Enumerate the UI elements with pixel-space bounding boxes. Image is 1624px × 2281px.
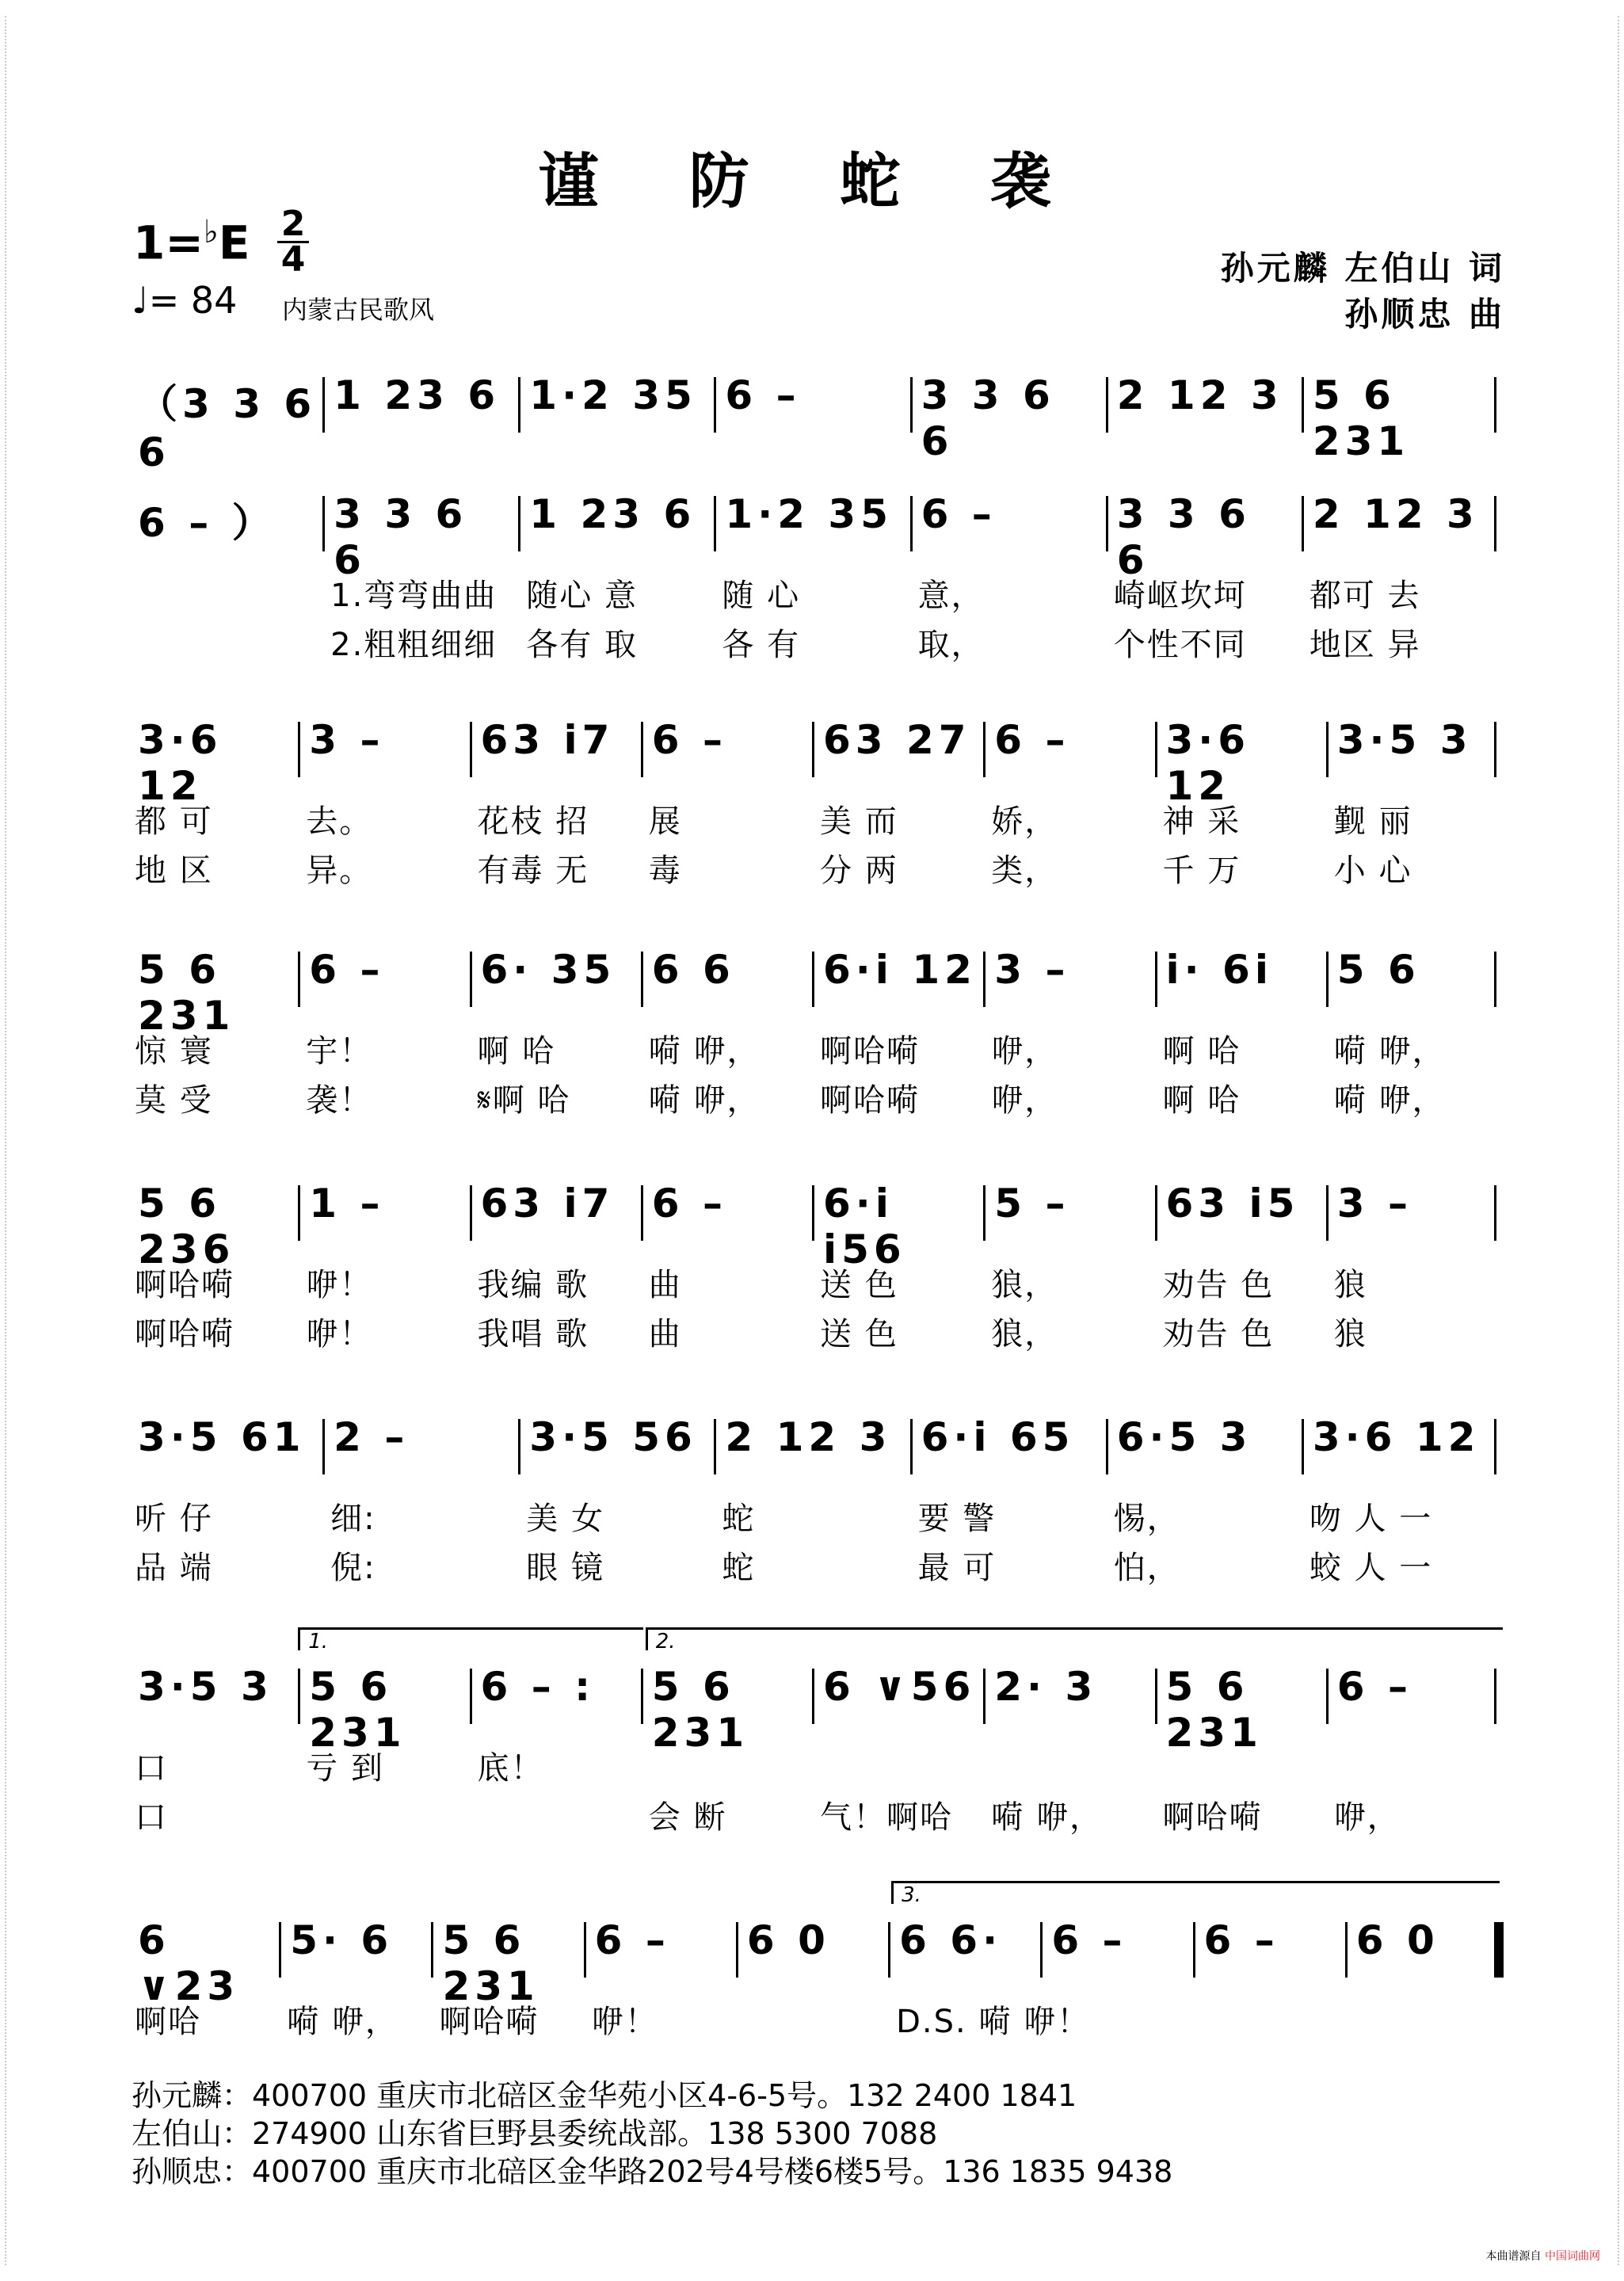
barline: [1326, 952, 1329, 1007]
lyric-text: 我编 歌: [477, 1267, 589, 1303]
barline: [279, 1922, 281, 1978]
measure-notes: 63 i5: [1165, 1181, 1300, 1226]
barline: [1494, 496, 1496, 551]
lyric-text: 会 断: [648, 1799, 727, 1836]
measure-notes: 5 –: [994, 1181, 1070, 1226]
lyric-text: 觐 丽: [1333, 803, 1412, 840]
barline: [736, 1922, 738, 1978]
barline: [518, 1419, 520, 1474]
lyric-text: 惊 寰: [135, 1033, 213, 1070]
lyric-text: 咿，: [991, 1033, 1058, 1070]
tempo-marking: ♩= 84: [132, 279, 238, 322]
measure-notes: 6 –: [594, 1917, 670, 1963]
key-signature: 1=♭E: [133, 214, 250, 270]
measure-notes: 6 – :: [480, 1664, 596, 1710]
lyric-text: 啊哈嗬: [820, 1033, 920, 1070]
lyric-text: 听 仔: [135, 1501, 213, 1537]
measure-notes: 5· 6: [290, 1917, 394, 1963]
measure-notes: 5 6 236: [138, 1181, 235, 1272]
measure-notes: 6 0: [1355, 1917, 1439, 1963]
barline: [518, 377, 520, 433]
score-system: [127, 1181, 1502, 1352]
lyric-text: 最 可: [917, 1550, 997, 1586]
measure-notes: 5 6 231: [1312, 372, 1410, 464]
measure-notes: 6·5 3: [1116, 1414, 1252, 1460]
lyric-text: 怕，: [1113, 1550, 1180, 1586]
lyric-text: 狼，: [991, 1267, 1058, 1303]
measure-notes: 3 –: [994, 947, 1070, 993]
lyric-text: 狼: [1333, 1316, 1367, 1352]
lyric-text: 倪:: [330, 1550, 376, 1586]
measure-notes: 2 12 3: [725, 1414, 892, 1460]
measure-notes: 3·6 12: [1312, 1414, 1481, 1460]
measure-notes: 6·i i56: [823, 1181, 906, 1272]
barline: [910, 1419, 913, 1474]
barline: [1155, 1669, 1157, 1724]
lyric-text: 蛇: [722, 1501, 756, 1537]
lyric-text: 意，: [917, 578, 985, 614]
measure-notes: 3 –: [1336, 1181, 1412, 1226]
lyric-text: 曲: [648, 1267, 682, 1303]
lyric-text: 有毒 无: [477, 853, 589, 889]
measure-notes: 6 –: [994, 717, 1070, 763]
measure-notes: 2 12 3: [1116, 372, 1283, 418]
lyric-text: 眼 镜: [526, 1550, 604, 1586]
lyric-text: 莫 受: [135, 1082, 213, 1119]
barline: [714, 377, 716, 433]
lyric-text: 随 心: [722, 578, 801, 614]
lyric-text: 狼，: [991, 1316, 1058, 1352]
lyric-text: 取，: [917, 627, 985, 663]
volta-2: 2.: [646, 1627, 1503, 1650]
lyric-text: 送 色: [820, 1316, 898, 1352]
lyric-text: 神 采: [1162, 803, 1241, 840]
lyric-text: 分 两: [820, 853, 898, 889]
lyric-text: 嗬 咿，: [648, 1082, 761, 1119]
score-system: [127, 1414, 1502, 1586]
measure-notes: 6 6: [651, 947, 735, 993]
barline: [641, 952, 643, 1007]
lyric-text: 啊 哈: [477, 1033, 556, 1070]
source-credit: 本曲谱源自 中国词曲网: [1485, 2250, 1600, 2263]
measure-notes: 5 6 231: [309, 1664, 406, 1756]
barline: [1494, 1419, 1496, 1474]
barline: [714, 496, 716, 551]
lyric-text: 咿，: [1333, 1799, 1401, 1836]
barline: [1326, 722, 1329, 777]
measure-notes: 6 ∨23: [138, 1917, 240, 2009]
barline: [322, 1419, 325, 1474]
lyric-text: 要 警: [917, 1501, 997, 1537]
barline: [1494, 1669, 1496, 1724]
barline: [812, 1185, 814, 1241]
lyric-text: 曲: [648, 1316, 682, 1352]
barline: [584, 1922, 586, 1978]
barline: [298, 952, 300, 1007]
lyric-text: 嗬 咿，: [1333, 1082, 1446, 1119]
lyric-text: 个性不同: [1113, 627, 1247, 663]
lyric-text: 嗬 咿，: [648, 1033, 761, 1070]
lyric-text: 咿！: [306, 1267, 373, 1303]
barline: [1106, 1419, 1108, 1474]
measure-notes: 3·5 3: [138, 1664, 273, 1710]
barline: [1326, 1669, 1329, 1724]
barline: [431, 1922, 433, 1978]
contact-line: 孙顺忠：400700 重庆市北碚区金华路202号4号楼6楼5号。136 1835 9438: [132, 2154, 1173, 2189]
barline: [714, 1419, 716, 1474]
measure-notes: 3 3 6 6: [1116, 491, 1251, 583]
lyric-text: 宇！: [306, 1033, 373, 1070]
barline: [812, 722, 814, 777]
lyric-text: 口: [135, 1750, 168, 1787]
lyric-text: 口: [135, 1799, 168, 1836]
volta-3: 3.: [891, 1881, 1500, 1904]
measure-notes: 5 6 231: [651, 1664, 749, 1756]
barline: [470, 1669, 472, 1724]
barline: [1302, 377, 1304, 433]
lyric-text: 啊哈嗬: [820, 1082, 920, 1119]
barline: [1302, 1419, 1304, 1474]
measure-notes: 6·i 12: [823, 947, 977, 993]
lyric-text: 𝄋啊 哈: [477, 1082, 571, 1119]
lyric-text: 都 可: [135, 803, 213, 840]
lyric-text: 劝告 色: [1162, 1316, 1275, 1352]
volta-1: 1.: [298, 1627, 643, 1650]
barline: [1302, 496, 1304, 551]
barline: [1155, 952, 1157, 1007]
barline: [322, 496, 325, 551]
lyricist-credit: 孙元麟 左伯山 词: [1220, 249, 1505, 288]
barline: [1494, 377, 1496, 433]
measure-notes: （3 3 6 6: [138, 381, 317, 475]
lyric-text: 美 女: [526, 1501, 604, 1537]
measure-notes: 6 –: [1203, 1917, 1279, 1963]
measure-notes: 5 6 231: [1165, 1664, 1263, 1756]
lyric-text: 咿，: [991, 1082, 1058, 1119]
barline: [983, 1669, 985, 1724]
measure-notes: 6 –: [651, 717, 727, 763]
measure-notes: 3 3 6 6: [921, 372, 1055, 464]
lyric-text: 我唱 歌: [477, 1316, 589, 1352]
lyric-text: 各 有: [722, 627, 801, 663]
lyric-text: 惕，: [1113, 1501, 1180, 1537]
lyric-text: 啊哈嗬: [135, 1316, 234, 1352]
lyric-text: 啊哈嗬: [439, 2004, 539, 2040]
lyric-text: 娇，: [991, 803, 1058, 840]
barline: [1106, 496, 1108, 551]
lyric-text: 品 端: [135, 1550, 213, 1586]
measure-notes: 6 6·: [899, 1917, 1003, 1963]
lyric-text: 细:: [330, 1501, 376, 1537]
lyric-text: 花枝 招: [477, 803, 589, 840]
time-signature: 2 4: [277, 208, 309, 277]
measure-notes: 63 i7: [480, 1181, 615, 1226]
lyric-text: D.S. 嗬 咿！: [896, 2004, 1091, 2040]
contact-line: 左伯山：274900 山东省巨野县委统战部。138 5300 7088: [132, 2116, 938, 2151]
lyric-text: 嗬 咿，: [1333, 1033, 1446, 1070]
lyric-text: 嗬 咿，: [287, 2004, 398, 2040]
measure-notes: 5 6 231: [138, 947, 235, 1039]
final-barline: [1494, 1922, 1504, 1978]
measure-notes: i· 6i: [1165, 947, 1273, 993]
lyric-text: 袭！: [306, 1082, 373, 1119]
style-note: 内蒙古民歌风: [282, 295, 435, 325]
barline: [812, 1669, 814, 1724]
composer-credit: 孙顺忠 曲: [1344, 295, 1505, 334]
lyric-text: 啊哈嗬: [1162, 1799, 1263, 1836]
measure-notes: 3 –: [309, 717, 385, 763]
measure-notes: 2 12 3: [1312, 491, 1479, 537]
measure-notes: 6 –: [651, 1181, 727, 1226]
left-border: [5, 16, 13, 2265]
lyric-text: 啊 哈: [1162, 1082, 1241, 1119]
lyric-text: 各有 取: [526, 627, 638, 663]
lyric-text: 类，: [991, 853, 1058, 889]
barline: [983, 952, 985, 1007]
barline: [641, 722, 643, 777]
lyric-text: 地 区: [135, 853, 213, 889]
barline: [910, 496, 913, 551]
measure-notes: 3·5 61: [138, 1414, 306, 1460]
measure-notes: 1 –: [309, 1181, 385, 1226]
barline: [641, 1185, 643, 1241]
barline: [322, 377, 325, 433]
measure-notes: 6 –: [725, 372, 801, 418]
lyric-text: 气！啊哈: [820, 1799, 953, 1836]
lyric-text: 劝告 色: [1162, 1267, 1275, 1303]
measure-notes: 5 6 231: [442, 1917, 539, 2009]
barline: [1326, 1185, 1329, 1241]
measure-notes: 63 i7: [480, 717, 615, 763]
measure-notes: 63 27: [823, 717, 971, 763]
measure-notes: 3·6 12: [1165, 717, 1251, 809]
lyric-text: 啊 哈: [1162, 1033, 1241, 1070]
lyric-text: 都可 去: [1309, 578, 1421, 614]
barline: [910, 377, 913, 433]
lyric-text: 亏 到: [306, 1750, 384, 1787]
measure-notes: 6· 35: [480, 947, 616, 993]
measure-notes: 6 –: [921, 491, 997, 537]
measure-notes: 1·2 35: [529, 372, 697, 418]
lyric-text: 蛇: [722, 1550, 756, 1586]
measure-notes: 1·2 35: [725, 491, 893, 537]
barline: [298, 1669, 300, 1724]
lyric-text: 千 万: [1162, 853, 1241, 889]
measure-notes: 1 23 6: [334, 372, 501, 418]
lyric-text: 咿！: [306, 1316, 373, 1352]
barline: [1345, 1922, 1348, 1978]
barline: [470, 952, 472, 1007]
contact-line: 孙元麟：400700 重庆市北碚区金华苑小区4-6-5号。132 2400 1841: [132, 2078, 1077, 2113]
measure-notes: 3·6 12: [138, 717, 223, 809]
lyric-text: 异。: [306, 853, 373, 889]
lyric-text: 美 而: [820, 803, 898, 840]
barline: [1155, 722, 1157, 777]
lyric-text: 狼: [1333, 1267, 1367, 1303]
barline: [641, 1669, 643, 1724]
measure-notes: 5 6: [1336, 947, 1420, 993]
measure-notes: 2· 3: [994, 1664, 1098, 1710]
lyric-text: 嗬 咿，: [991, 1799, 1103, 1836]
lyric-text: 小 心: [1333, 853, 1412, 889]
measure-notes: 1 23 6: [529, 491, 696, 537]
lyric-text: 随心 意: [526, 578, 638, 614]
lyric-text: 啊哈: [135, 2004, 201, 2040]
barline: [888, 1922, 890, 1978]
lyric-text: 啊哈嗬: [135, 1267, 234, 1303]
measure-notes: 6 ∨56: [823, 1664, 976, 1710]
lyric-text: 毒: [648, 853, 682, 889]
barline: [812, 952, 814, 1007]
measure-notes: 2 –: [334, 1414, 410, 1460]
barline: [470, 722, 472, 777]
measure-notes: 6 –: [309, 947, 385, 993]
barline: [1155, 1185, 1157, 1241]
measure-notes: 3·5 56: [529, 1414, 697, 1460]
barline: [518, 496, 520, 551]
lyric-text: 崎岖坎坷: [1113, 578, 1247, 614]
barline: [983, 1185, 985, 1241]
measure-notes: 6·i 65: [921, 1414, 1075, 1460]
score-system: [127, 1630, 1502, 1836]
measure-notes: 6 – ）: [138, 500, 276, 546]
barline: [298, 1185, 300, 1241]
lyric-text: 咿！: [591, 2004, 658, 2040]
lyric-text: 底！: [477, 1750, 544, 1787]
barline: [1040, 1922, 1043, 1978]
measure-notes: 3 3 6 6: [334, 491, 468, 583]
barline: [1494, 1185, 1496, 1241]
lyric-text: 1.弯弯曲曲: [330, 578, 497, 614]
barline: [1106, 377, 1108, 433]
barline: [983, 722, 985, 777]
lyric-text: 展: [648, 803, 682, 840]
lyric-text: 2.粗粗细细: [330, 627, 497, 663]
right-border: [1611, 16, 1619, 2265]
score-system: [127, 947, 1502, 1119]
barline: [1494, 722, 1496, 777]
barline: [298, 722, 300, 777]
measure-notes: 6 –: [1051, 1917, 1127, 1963]
measure-notes: 3·5 3: [1336, 717, 1473, 763]
barline: [1494, 952, 1496, 1007]
barline: [1193, 1922, 1195, 1978]
score-system: [127, 1883, 1502, 2040]
barline: [470, 1185, 472, 1241]
score-system: [127, 491, 1502, 663]
measure-notes: 6 –: [1336, 1664, 1412, 1710]
score-system: [127, 372, 1502, 475]
lyric-text: 地区 异: [1309, 627, 1421, 663]
lyric-text: 送 色: [820, 1267, 898, 1303]
lyric-text: 蛟 人 一: [1309, 1550, 1433, 1586]
score-system: [127, 717, 1502, 889]
measure-notes: 6 0: [746, 1917, 830, 1963]
lyric-text: 吻 人 一: [1309, 1501, 1433, 1537]
lyric-text: 去。: [306, 803, 373, 840]
song-title: 谨 防 蛇 袭: [538, 146, 1086, 216]
